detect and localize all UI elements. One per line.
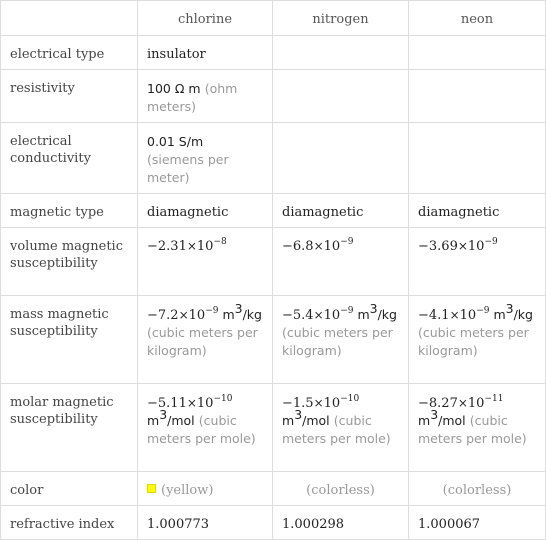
unit-post: /mol <box>167 413 195 428</box>
mantissa: −1.5 <box>282 396 314 411</box>
times-sign: × <box>186 239 197 253</box>
times-sign: × <box>457 239 468 253</box>
column-header-nitrogen: nitrogen <box>273 1 409 36</box>
row-label: molar magnetic susceptibility <box>1 384 138 472</box>
unit-sup: 3 <box>234 301 243 316</box>
cell-value <box>138 296 273 384</box>
unit-sup: 3 <box>159 407 168 422</box>
column-header-neon: neon <box>409 1 546 36</box>
cell-value <box>138 384 273 472</box>
row-label: volume magnetic susceptibility <box>1 228 138 296</box>
exponent-base: 10 <box>323 396 341 411</box>
times-sign: × <box>178 308 189 322</box>
times-sign: × <box>313 239 324 253</box>
unit-description: (ohm meters) <box>147 81 238 114</box>
table-row <box>1 296 546 384</box>
table-row <box>1 123 546 194</box>
exponent: −8 <box>213 237 227 247</box>
row-label: refractive index <box>1 506 138 540</box>
cell-value <box>409 472 546 506</box>
unit-description: (cubic meters per kilogram) <box>418 325 529 358</box>
unit-post: /kg <box>513 307 533 322</box>
cell-value <box>273 472 409 506</box>
unit-pre: m <box>489 307 506 322</box>
exponent: −9 <box>476 306 490 316</box>
times-sign: × <box>313 308 324 322</box>
cell-value: 1.000067 <box>409 506 546 540</box>
unit-sup: 3 <box>505 301 514 316</box>
cell-value: insulator <box>138 36 273 70</box>
unit-post: /mol <box>302 413 330 428</box>
mantissa: −5.4 <box>282 308 314 323</box>
unit-post: /kg <box>377 307 397 322</box>
cell-value <box>138 228 273 296</box>
row-label: magnetic type <box>1 194 138 228</box>
cell-value <box>273 36 409 70</box>
exponent-base: 10 <box>467 239 485 254</box>
cell-value <box>138 472 273 506</box>
exponent-base: 10 <box>467 396 485 411</box>
mantissa: −8.27 <box>418 396 458 411</box>
exponent-base: 10 <box>459 308 477 323</box>
table-row <box>1 384 546 472</box>
table-row <box>1 506 546 540</box>
exponent-base: 10 <box>196 396 214 411</box>
value-text: 100 Ω m <box>147 81 201 96</box>
table-row <box>1 194 546 228</box>
mantissa: −7.2 <box>147 308 179 323</box>
cell-value <box>273 70 409 123</box>
mantissa: −4.1 <box>418 308 450 323</box>
unit-pre: m <box>353 307 370 322</box>
row-label: resistivity <box>1 70 138 123</box>
unit-description: (cubic meters per mole) <box>418 413 527 446</box>
row-label: electrical conductivity <box>1 123 138 194</box>
cell-value <box>138 123 273 194</box>
exponent-base: 10 <box>323 239 341 254</box>
unit-description: (cubic meters per kilogram) <box>147 325 258 358</box>
unit-pre: m <box>418 413 431 428</box>
cell-value <box>409 228 546 296</box>
cell-value <box>409 123 546 194</box>
cell-value: diamagnetic <box>273 194 409 228</box>
mantissa: −5.11 <box>147 396 187 411</box>
unit-description: (siemens per meter) <box>147 152 229 185</box>
table-row <box>1 70 546 123</box>
cell-value <box>409 36 546 70</box>
row-label: mass magnetic susceptibility <box>1 296 138 384</box>
exponent: −11 <box>484 394 504 404</box>
unit-sup: 3 <box>369 301 378 316</box>
cell-value: 1.000773 <box>138 506 273 540</box>
mantissa: −6.8 <box>282 239 314 254</box>
table-row <box>1 472 546 506</box>
times-sign: × <box>186 396 197 410</box>
times-sign: × <box>449 308 460 322</box>
table-row <box>1 36 546 70</box>
cell-value <box>273 123 409 194</box>
corner-header <box>1 1 138 36</box>
exponent: −9 <box>340 306 354 316</box>
unit-pre: m <box>282 413 295 428</box>
table-row <box>1 228 546 296</box>
exponent-base: 10 <box>196 239 214 254</box>
unit-description: (cubic meters per mole) <box>147 413 256 446</box>
unit-post: /mol <box>438 413 466 428</box>
unit-sup: 3 <box>294 407 303 422</box>
cell-value <box>409 296 546 384</box>
cell-value <box>273 228 409 296</box>
cell-value <box>273 296 409 384</box>
exponent: −10 <box>340 394 360 404</box>
mantissa: −2.31 <box>147 239 187 254</box>
color-swatch <box>147 484 156 493</box>
row-label: electrical type <box>1 36 138 70</box>
unit-description: (cubic meters per kilogram) <box>282 325 393 358</box>
column-header-chlorine: chlorine <box>138 1 273 36</box>
exponent: −10 <box>213 394 233 404</box>
cell-value: diamagnetic <box>409 194 546 228</box>
unit-sup: 3 <box>430 407 439 422</box>
header-row <box>1 1 546 36</box>
unit-description: (cubic meters per mole) <box>282 413 391 446</box>
cell-value: 1.000298 <box>273 506 409 540</box>
row-label: color <box>1 472 138 506</box>
cell-value <box>409 384 546 472</box>
unit-post: /kg <box>242 307 262 322</box>
cell-value: diamagnetic <box>138 194 273 228</box>
unit-pre: m <box>218 307 235 322</box>
exponent: −9 <box>340 237 354 247</box>
value-text: 0.01 S/m <box>147 134 204 149</box>
color-text: (colorless) <box>306 483 375 498</box>
color-text: (yellow) <box>161 483 214 498</box>
times-sign: × <box>313 396 324 410</box>
times-sign: × <box>457 396 468 410</box>
unit-pre: m <box>147 413 160 428</box>
exponent: −9 <box>205 306 219 316</box>
mantissa: −3.69 <box>418 239 458 254</box>
cell-value <box>273 384 409 472</box>
exponent: −9 <box>484 237 498 247</box>
color-text: (colorless) <box>442 483 512 498</box>
cell-value <box>409 70 546 123</box>
exponent-base: 10 <box>323 308 341 323</box>
cell-value <box>138 70 273 123</box>
exponent-base: 10 <box>188 308 206 323</box>
